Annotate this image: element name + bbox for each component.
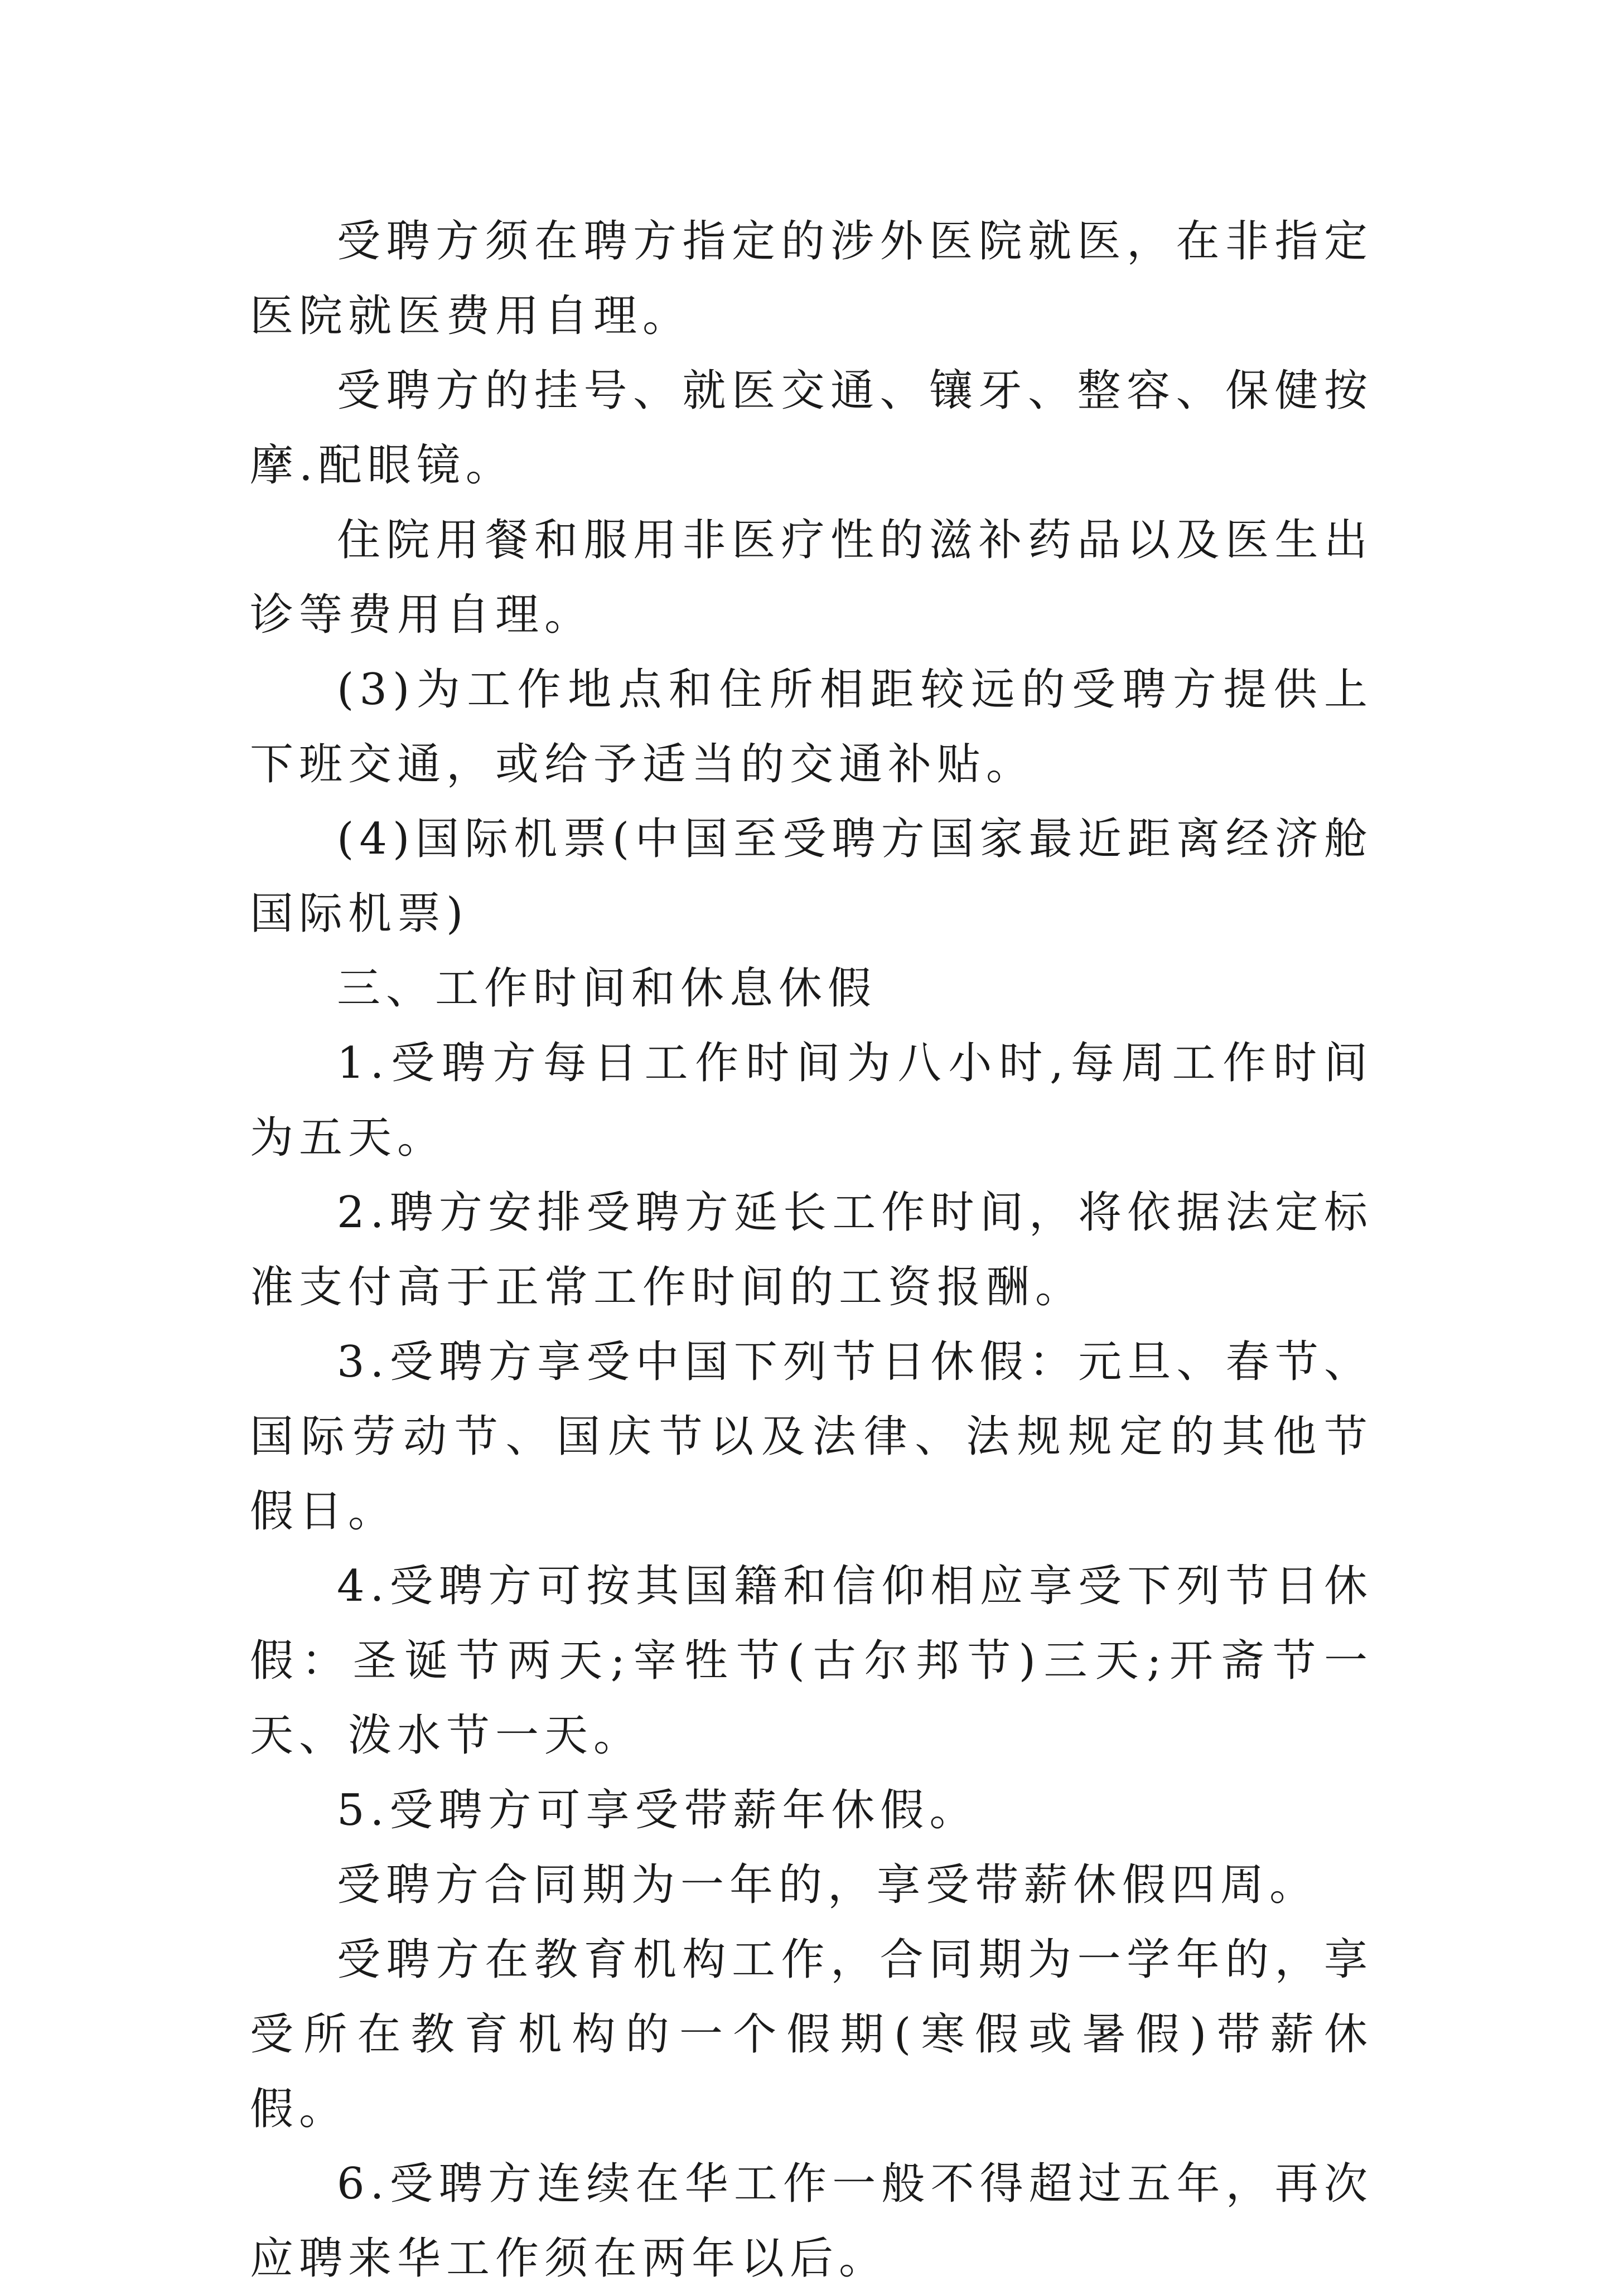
paragraph-overtime: 2.聘方安排受聘方延长工作时间，将依据法定标准支付高于正常工作时间的工资报酬。	[250, 1188, 1373, 1312]
paragraph-one-year-contract: 受聘方合同期为一年的，享受带薪休假四周。	[337, 1860, 1319, 1910]
paragraph-medical-excluded: 受聘方的挂号、就医交通、镶牙、整容、保健按摩.配眼镜。	[250, 366, 1373, 491]
section-heading-work-hours: 三、工作时间和休息休假	[337, 963, 877, 1014]
paragraph-hospital-meals: 住院用餐和服用非医疗性的滋补药品以及医生出诊等费用自理。	[250, 515, 1373, 640]
paragraph-chinese-holidays: 3.受聘方享受中国下列节日休假：元旦、春节、国际劳动节、国庆节以及法律、法规规定的其他节假日。	[250, 1337, 1373, 1537]
paragraph-paid-leave: 5.受聘方可享受带薪年休假。	[337, 1785, 979, 1835]
paragraph-five-year-limit: 6.受聘方连续在华工作一般不得超过五年，再次应聘来华工作须在两年以后。	[250, 2159, 1373, 2284]
paragraph-commute: (3)为工作地点和住所相距较远的受聘方提供上下班交通，或给予适当的交通补贴。	[250, 665, 1373, 789]
paragraph-education-institution: 受聘方在教育机构工作，合同期为一学年的，享受所在教育机构的一个假期(寒假或暑假)带薪休假。	[250, 1935, 1373, 2134]
paragraph-religious-holidays: 4.受聘方可按其国籍和信仰相应享受下列节日休假：圣诞节两天;宰牲节(古尔邦节)三天;开斋节一天、泼水节一天。	[250, 1561, 1373, 1761]
paragraph-airfare: (4)国际机票(中国至受聘方国家最近距离经济舱国际机票)	[250, 814, 1373, 939]
paragraph-medical-designated: 受聘方须在聘方指定的涉外医院就医，在非指定医院就医费用自理。	[250, 216, 1373, 341]
paragraph-daily-hours: 1.受聘方每日工作时间为八小时,每周工作时间为五天。	[250, 1038, 1373, 1163]
document-body	[250, 204, 1373, 2296]
